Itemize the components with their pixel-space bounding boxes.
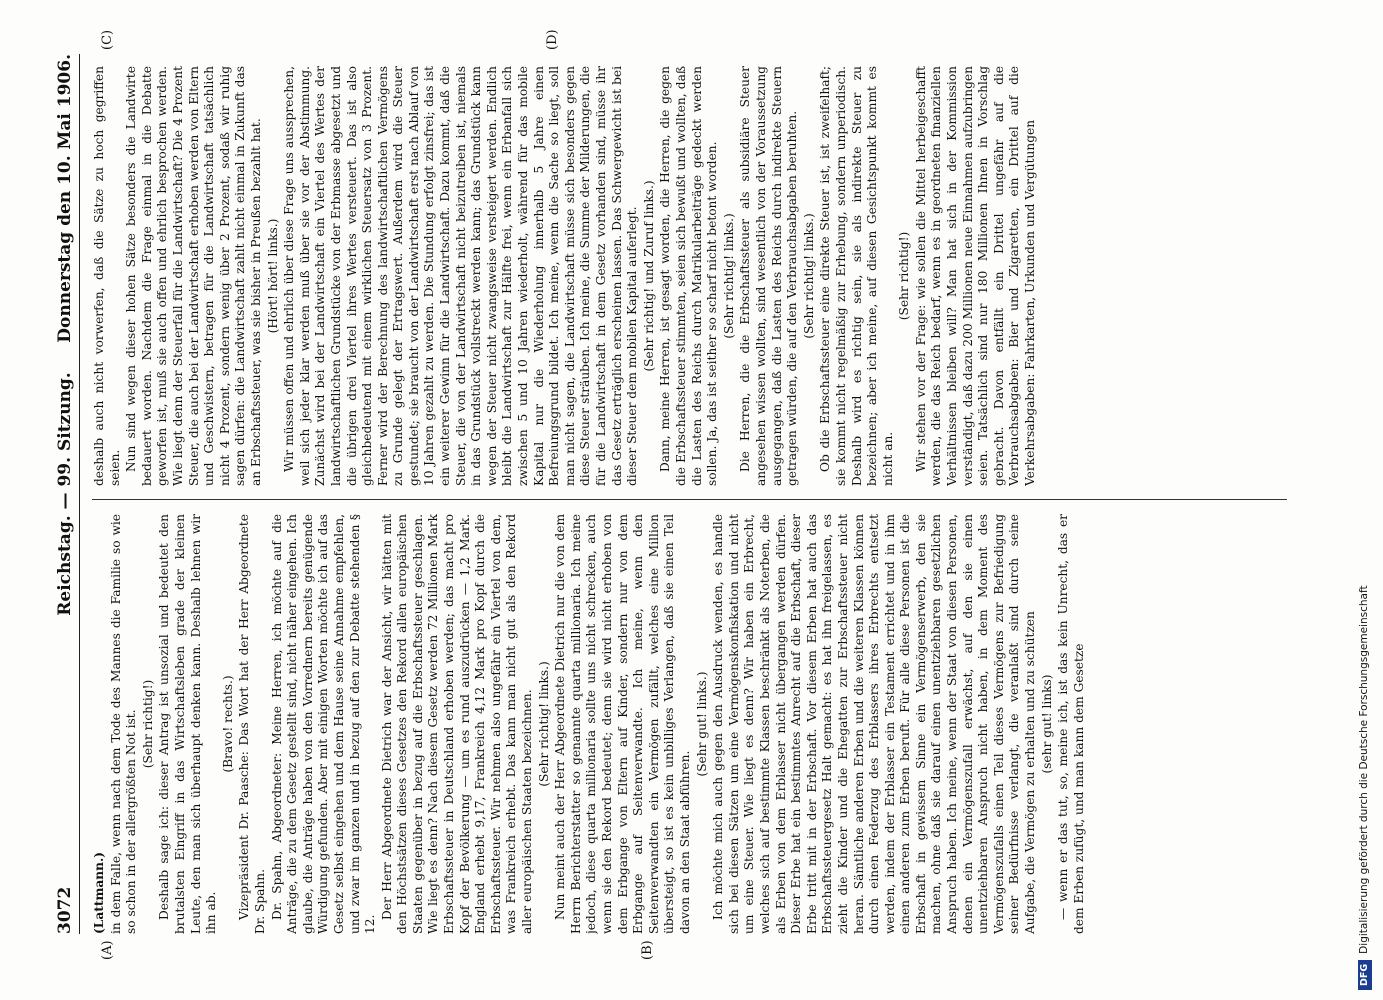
session-date: Donnerstag den 10. Mai 1906. <box>55 54 75 343</box>
margin-mark-d: (D) <box>545 29 560 50</box>
paragraph: Vizepräsident Dr. Paasche: Das Wort hat der Herr Abgeordnete Dr. Spahn. <box>237 514 267 934</box>
interjection: (Sehr richtig! links.) <box>536 661 551 787</box>
paragraph: — wenn er das tut, so, meine ich, ist das kein Unrecht, das er dem Erben zufügt, und man kann dem Gesetze <box>1056 514 1086 934</box>
paragraph: Der Herr Abgeordnete Dietrich war der Ansicht, wir hätten mit den Höchstsätzen dieses Gesetzes den Rekord allen europäischen Staaten gegenüber in bezug auf die Erbschaftssteuer geschlagen. Wie liegt es denn? Nach diesem Gesetz werden 72 Millionen Mark Erbschaftssteuer in Deutschland erhoben werden; das macht pro Kopf der Bevölkerung — um es rund auszudrücken — 1,2 Mark. England erhebt 9,17, Frankreich 4,12 Mark pro Kopf durch die Erbschaftssteuer. Wir nehmen also ungefähr ein Viertel von dem, was Frankreich erhebt. Das kann man nicht gut als den Rekord aller europäischen Staaten bezeichnen. <box>379 514 535 934</box>
paragraph: in dem Falle, wenn nach dem Tode des Mannes die Familie so wie so schon in der allergrößten Not ist. <box>108 514 139 934</box>
margin-mark-c: (C) <box>100 29 115 50</box>
dfg-logo: DFG <box>1358 960 1372 990</box>
interjection: (Sehr richtig!) <box>897 231 912 321</box>
paragraph: deshalb auch nicht vorwerfen, daß die Sätze zu hoch gegriffen seien. <box>92 66 122 486</box>
page-number: 3072 <box>55 886 75 934</box>
digitization-note <box>1355 10 1373 990</box>
paragraph: Wir müssen offen und ehrlich über diese Frage uns aussprechen, weil sich jeder klar werden muß über sie vor der Abstimmung. Zunächst wird bei der Landwirtschaft ein Viertel des Wertes der landwirtschaftlichen Grundstücke von der Erbmasse abgesetzt und die übrigen drei Viertel ihres Wertes versteuert. Das ist also gleichbedeutend mit einem wirklichen Steuersatz von 3 Prozent. Ferner wird der Berechnung des landwirtschaftlichen Vermögens zu Grunde gelegt der Ertragswert. Außerdem wird die Steuer gestundet; sie braucht von der Landwirtschaft erst nach Ablauf von 10 Jahren gezahlt zu werden. Die Stundung erfolgt zinsfrei; das ist ein weiterer Gewinn für die Landwirtschaft. Dazu kommt, daß die Steuer, die von der Landwirtschaft nicht beizutreiben ist, niemals in das Grundstück vollstreckt werden kann; das Grundstück kann wegen der Steuer nicht zwangsweise versteigert werden. Endlich bleibt die Landwirtschaft zur Hälfte frei, wenn ein Erbanfall sich zwischen 5 und 10 Jahren wiederholt, während für das mobile Kapital nur die Wiederholung innerhalb 5 Jahre einen Befreiungsgrund bildet. Ich meine, wenn die Sache so liegt, soll man nicht sagen, die Landwirtschaft müsse sich besonders gegen diese Steuer sträuben. Ich meine, die Summe der Milderungen, die für die Landwirtschaft in dem Gesetz vorhanden sind, müsse ihr das Gesetz erträglich erscheinen lassen. Das Schwergewicht ist bei dieser Steuer dem mobilen Kapital auferlegt. <box>282 66 640 486</box>
interjection: (Sehr gut! links.) <box>694 671 709 777</box>
column-divider <box>92 499 1287 500</box>
paragraph: Ob die Erbschaftssteuer eine direkte Steuer ist, ist zweifelhaft; sie kommt nicht regelmäßig zur Erhebung, sondern unperiodisch. Deshalb wird es richtig sein, sie als indirekte Steuer zu bezeichnen; aber ich meine, auf diesen Gesichtspunkt kommt es nicht an. <box>818 66 895 486</box>
margin-mark-a: (A) <box>100 940 115 960</box>
digitization-note-text <box>1355 10 1373 990</box>
funding-credit: Digitalisierung gefördert durch die Deutsche Forschungsgemeinschaft <box>1358 585 1370 954</box>
interjection: (Bravo! rechts.) <box>220 675 235 773</box>
paragraph: Dr. Spahn, Abgeordneter: Meine Herren, ich möchte auf die Anträge, die zu dem Gesetz gestellt sind, nicht näher eingehen. Ich glaube, die Anträge haben von den Vorrednern bereits genügende Würdigung gefunden. Aber mit einigen Worten möchte ich auf das Gesetz selbst eingehen und dem Hause seine Annahme empfehlen, und zwar im ganzen und in bezug auf den zur Debatte stehenden § 12. <box>269 514 378 934</box>
interjection: (Sehr richtig! und Zuruf links.) <box>641 180 656 372</box>
margin-mark-b: (B) <box>640 940 655 960</box>
paragraph: Dann, meine Herren, ist gesagt worden, die Herren, die gegen die Erbschaftssteuer stimmten, seien sich bewußt und wollten, daß die Lasten des Reichs durch Matrikularbeiträge gedeckt werden sollen. Ja, das ist seither so scharf nicht betont worden. <box>658 66 720 486</box>
paragraph: Nun meint auch der Herr Abgeordnete Dietrich nur die von dem Herrn Berichterstatter so genannte quarta millionaria. Ich meine jedoch, diese quarta millionaria sollte uns nicht schrecken, auch wenn sie den Rekord bedeutet; denn sie wird nicht erhoben von dem Erbgange von Eltern auf Kinder, sondern nur von dem Erbgange auf Seitenverwandte. Ich meine, wenn den Seitenverwandten ein Vermögen zufällt, welches eine Million übersteigt, so ist es kein unbilliges Verlangen, daß sie einen Teil davon an den Staat abführen. <box>553 514 692 934</box>
interjection: (Sehr richtig! links.) <box>801 213 816 339</box>
interjection: (sehr gut! links) <box>1039 674 1054 774</box>
right-column <box>92 66 1287 486</box>
speaker-mark: (Lattmann.) <box>92 851 106 934</box>
page-header <box>55 54 80 934</box>
interjection: (Hört! hört! links.) <box>265 218 280 334</box>
paragraph: Nun sind wegen dieser hohen Sätze besonders die Landwirte bedauert worden. Nachdem die Frage einmal in die Debatte geworfen ist, muß sie auch offen und ehrlich besprochen werden. Wie liegt denn der Steuerfall für die Landwirtschaft? Die 4 Prozent Steuer, die auch bei der Landwirtschaft erhoben werden von Eltern und Geschwistern, betragen für die Landwirtschaft tatsächlich nicht 4 Prozent, sondern wenig über 2 Prozent, sodaß wir ruhig sagen dürfen: die Landwirtschaft zahlt nicht einmal in Zukunft das an Erbschaftssteuer, was sie bisher in Preußen bezahlt hat. <box>124 66 263 486</box>
paragraph: Ich möchte mich auch gegen den Ausdruck wenden, es handle sich bei diesen Sätzen um eine Vermögenskonfiskation und nicht um eine Steuer. Wie liegt es denn? Wir haben ein Erbrecht, welches sich auf bestimmte Klassen beschränkt als Noterben, die als Erben von dem Erblasser nicht übergangen werden dürfen. Dieser Erbe hat ein bestimmtes Anrecht auf die Erbschaft, dieser Erbe tritt mit in der Erbschaft. Vor diesem Erben hat auch das Erbschaftssteuergesetz Halt gemacht: es hat ihn freigelassen, es zieht die Kinder und die Ehegatten zur Erbschaftssteuer nicht heran. Sämtliche anderen Erben und die weiteren Klassen können durch einen Federzug des Erblassers ihres Erbrechts entsetzt werden, indem der Erblasser ein Testament errichtet und in ihm einen anderen zum Erben beruft. Für alle diese Personen ist die Erbschaft in gewissem Sinne ein Vermögenserwerb, den sie machen, ohne daß sie darauf einen unentziehbaren gesetzlichen Anspruch haben. Ich meine, wenn der Staat von diesen Personen, denen ein Vermögenszufall erwächst, auf den sie einen unentziehbaren Anspruch nicht haben, in dem Moment des Vermögenszufalls einen Teil dieses Vermögens zur Befriedigung seiner Bedürfnisse verlangt, die veranlaßt sind durch seine Aufgabe, die Vermögen zu erhalten und zu schützen <box>711 514 1038 934</box>
interjection: (Sehr richtig!) <box>140 679 155 769</box>
interjection: (Sehr richtig! links.) <box>721 213 736 339</box>
left-column <box>92 514 1287 934</box>
paragraph: Die Herren, die die Erbschaftssteuer als subsidiäre Steuer angesehen wissen wollten, sind wesentlich von der Voraussetzung ausgegangen, daß die Lasten des Reichs durch indirekte Steuern getragen würden, die auf den Verbrauchsabgaben beruhten. <box>738 66 800 486</box>
paragraph: Deshalb sage ich: dieser Antrag ist unsozial und bedeutet den brutalsten Eingriff in das Wirtschaftsleben grade der kleinen Leute, den man sich überhaupt denken kann. Deshalb lehnen wir ihn ab. <box>157 514 219 934</box>
paragraph: Wir stehen vor der Frage: wie sollen die Mittel herbeigeschafft werden, die das Reich bedarf, wenn es in geordneten finanziellen Verhältnissen bleiben will? Man hat sich in der Kommission verständigt, daß dazu 200 Millionen neue Einnahmen aufzubringen seien. Tatsächlich sind nur 180 Millionen Ihnen in Vorschlag gebracht. Davon entfällt ein Drittel ungefähr auf die Verbrauchsabgaben: Bier und Zigaretten, ein Drittel auf die Verkehrsabgaben: Fahrkarten, Urkunden und Vergütungen <box>913 66 1038 486</box>
running-head: Reichstag. — 99. Sitzung. <box>55 372 75 616</box>
